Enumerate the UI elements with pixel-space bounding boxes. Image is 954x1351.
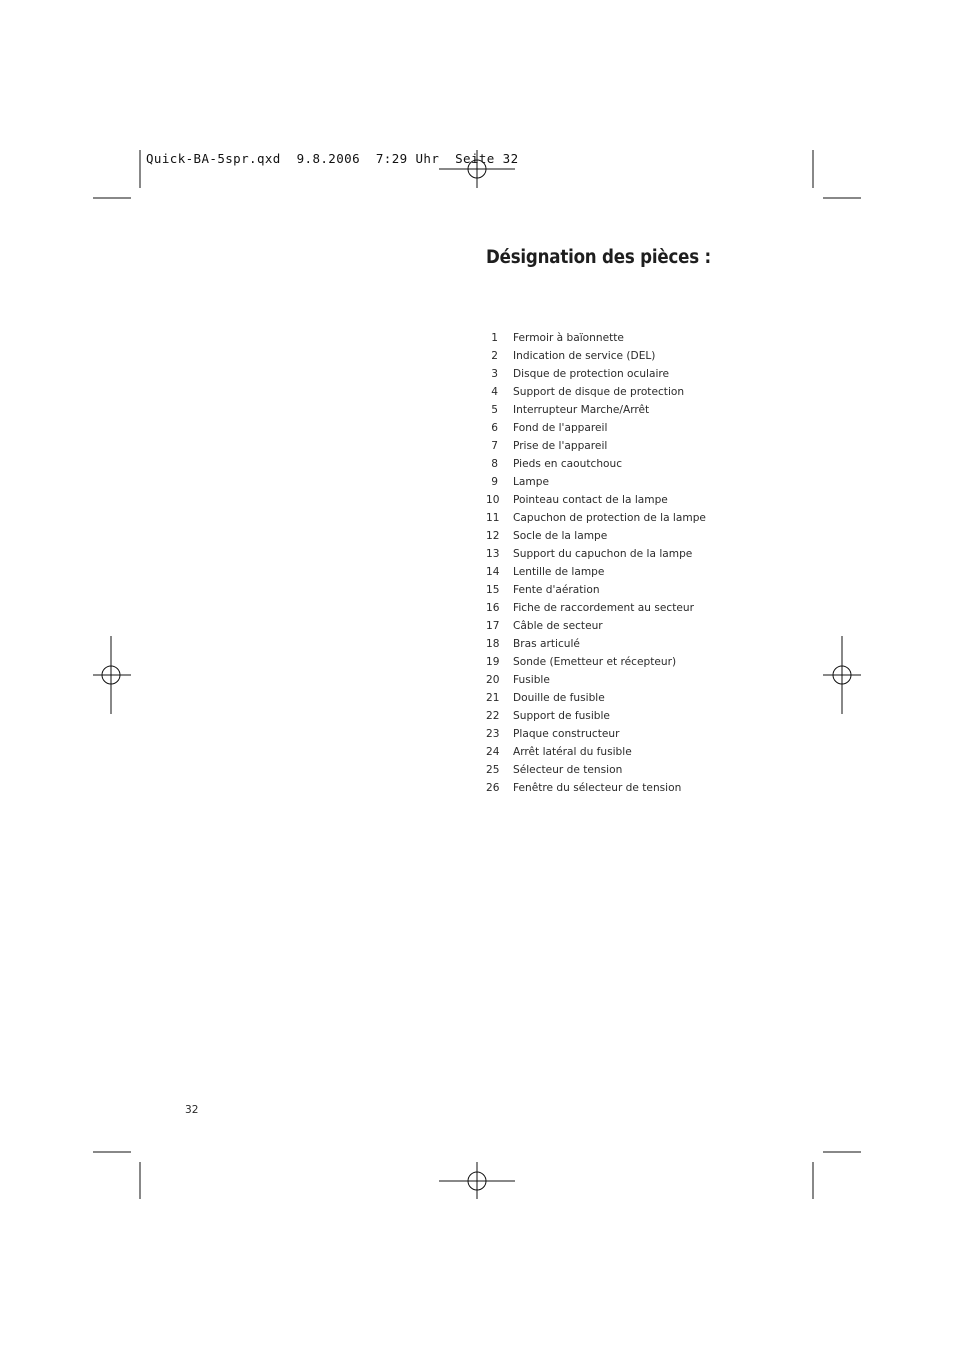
part-number: 18	[486, 638, 500, 650]
part-number: 6	[491, 422, 498, 434]
part-label: Disque de protection oculaire	[513, 368, 670, 380]
part-item	[486, 761, 706, 779]
part-number: 22	[486, 710, 500, 722]
part-number: 13	[486, 548, 500, 560]
section-title: Désignation des pièces :	[486, 247, 711, 268]
part-label: Fiche de raccordement au secteur	[513, 602, 694, 614]
part-label: Arrêt latéral du fusible	[513, 746, 632, 758]
part-item	[486, 635, 706, 653]
part-label: Fusible	[513, 674, 550, 686]
print-slug-line: Quick-BA-5spr.qxd 9.8.2006 7:29 Uhr Seite 32	[146, 151, 519, 166]
part-number: 12	[486, 530, 500, 542]
part-number: 3	[491, 368, 498, 380]
part-number: 15	[486, 584, 500, 596]
part-item	[486, 365, 706, 383]
part-item	[486, 581, 706, 599]
part-number: 11	[486, 512, 500, 524]
part-item	[486, 563, 706, 581]
part-label: Câble de secteur	[513, 620, 603, 632]
part-number: 2	[491, 350, 498, 362]
part-label: Fente d'aération	[513, 584, 600, 596]
part-item	[486, 743, 706, 761]
part-item	[486, 473, 706, 491]
part-item	[486, 419, 706, 437]
registration-mark-left	[93, 636, 131, 714]
part-item	[486, 329, 706, 347]
part-label: Support de disque de protection	[513, 386, 685, 398]
part-label: Pointeau contact de la lampe	[513, 494, 668, 506]
parts-list	[486, 329, 706, 797]
part-label: Douille de fusible	[513, 692, 605, 704]
part-number: 24	[486, 746, 500, 758]
part-number: 17	[486, 620, 500, 632]
part-label: Capuchon de protection de la lampe	[513, 512, 706, 524]
part-item	[486, 401, 706, 419]
part-label: Fermoir à baïonnette	[513, 332, 624, 344]
crop-mark-bottom-left	[93, 1152, 140, 1199]
part-label: Interrupteur Marche/Arrêt	[513, 404, 650, 416]
part-number: 20	[486, 674, 500, 686]
crop-mark-top-left	[93, 150, 140, 198]
part-label: Lentille de lampe	[513, 566, 605, 578]
part-item	[486, 653, 706, 671]
part-item	[486, 347, 706, 365]
part-number: 19	[486, 656, 500, 668]
part-label: Sonde (Emetteur et récepteur)	[513, 656, 677, 668]
part-item	[486, 779, 706, 797]
part-item	[486, 455, 706, 473]
part-number: 8	[491, 458, 498, 470]
part-label: Fenêtre du sélecteur de tension	[513, 782, 682, 794]
part-number: 21	[486, 692, 500, 704]
part-item	[486, 725, 706, 743]
crop-mark-top-right	[813, 150, 861, 198]
part-item	[486, 383, 706, 401]
part-label: Sélecteur de tension	[513, 764, 623, 776]
part-label: Lampe	[513, 476, 549, 488]
part-label: Indication de service (DEL)	[513, 350, 656, 362]
part-number: 25	[486, 764, 500, 776]
part-number: 16	[486, 602, 500, 614]
part-item	[486, 599, 706, 617]
part-label: Plaque constructeur	[513, 728, 620, 740]
part-item	[486, 527, 706, 545]
part-number: 5	[491, 404, 498, 416]
part-item	[486, 617, 706, 635]
part-item	[486, 671, 706, 689]
part-number: 26	[486, 782, 500, 794]
part-label: Pieds en caoutchouc	[513, 458, 623, 470]
part-number: 4	[491, 386, 498, 398]
part-item	[486, 545, 706, 563]
part-item	[486, 437, 706, 455]
part-number: 9	[491, 476, 498, 488]
registration-mark-right	[823, 636, 861, 714]
page-number: 32	[185, 1104, 199, 1116]
part-number: 7	[491, 440, 498, 452]
registration-mark-bottom	[439, 1162, 515, 1199]
part-label: Socle de la lampe	[513, 530, 608, 542]
part-item	[486, 491, 706, 509]
part-label: Support du capuchon de la lampe	[513, 548, 693, 560]
part-number: 14	[486, 566, 500, 578]
part-item	[486, 707, 706, 725]
part-label: Prise de l'appareil	[513, 440, 608, 452]
part-label: Bras articulé	[513, 638, 580, 650]
part-label: Fond de l'appareil	[513, 422, 608, 434]
part-item	[486, 509, 706, 527]
part-number: 10	[486, 494, 500, 506]
crop-mark-bottom-right	[813, 1152, 861, 1199]
part-label: Support de fusible	[513, 710, 610, 722]
part-number: 1	[491, 332, 498, 344]
part-number: 23	[486, 728, 500, 740]
part-item	[486, 689, 706, 707]
